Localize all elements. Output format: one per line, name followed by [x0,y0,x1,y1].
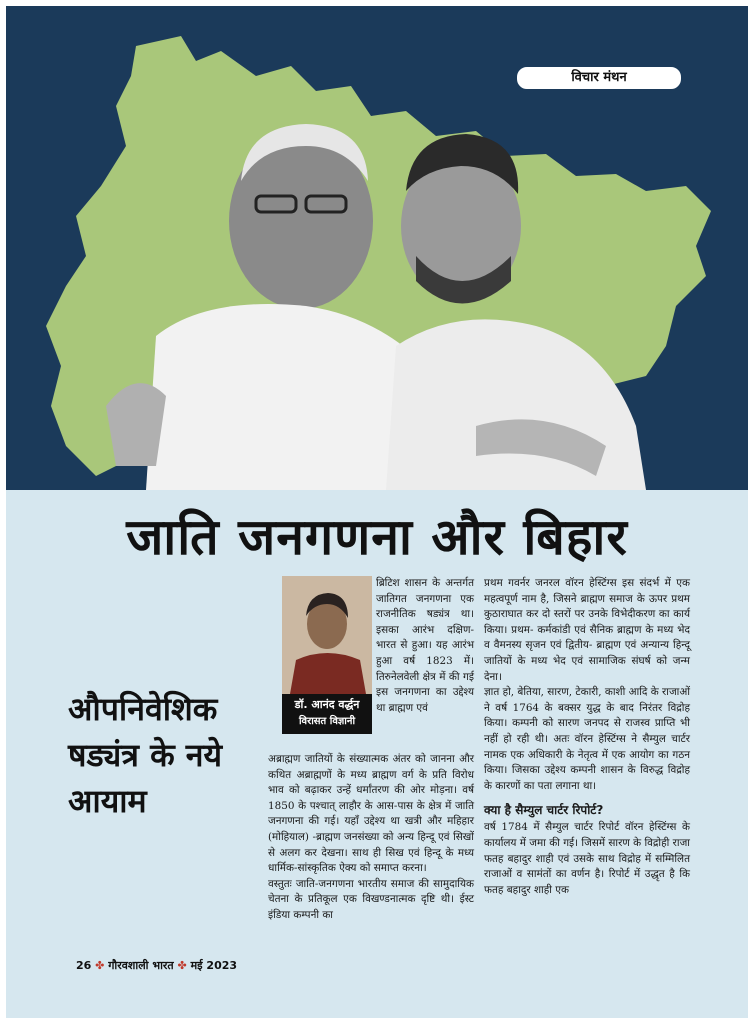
article-paragraph: प्रथम गवर्नर जनरल वॉरन हेस्टिंग्स इस संदर्भ में एक महत्वपूर्ण नाम है, जिसने ब्राह्मण समाज के ऊपर प्रथम कुठाराघात कर दो स्तरों पर उनके विभेदीकरण का कार्य किया। प्रथम- कर्मकांडी एवं सैनिक ब्राह्मण के मध्य भेद व वैमनस्य सृजन एवं द्वितीय- ब्राह्मण एवं अन्यान्य हिन्दू जातियों के मध्य भेद एवं सामाजिक संघर्ष को जन्म देना। [484,577,690,683]
author-byline [282,694,372,734]
section-label: विचार मंथन [516,66,682,90]
issue-date: मई 2023 [190,959,238,972]
magazine-page [6,6,748,1018]
article-subtitle: औपनिवेशिक षड्यंत्र के नये आयाम [68,690,223,820]
article-column-1-bottom [268,752,474,924]
star-icon: ✤ [95,959,105,972]
author-name: डॉ. आनंद वर्द्धन [294,698,360,711]
author-photo [282,576,372,694]
article-column-1-top [376,576,474,716]
article-paragraph: ब्रिटिश शासन के अन्तर्गत जातिगत जनगणना एक राजनीतिक षड्यंत्र था। इसका आरंभ दक्षिण-भारत से हुआ। यह आरंभ हुआ वर्ष 1823 में। तिरुनेलवेली क्षेत्र में की गई इस जनगणना का उद्देश्य था ब्राह्मण एवं [376,577,474,714]
article-paragraph: वर्ष 1784 में सैम्युल चार्टर रिपोर्ट वॉरन हेस्टिंग्स के कार्यालय में जमा की गई। जिसमें सारण के विद्रोही राजा फतह बहादुर शाही एवं उसके साथ विद्रोह में सम्मिलित राजाओं व सामंतों का वर्णन है। रिपोर्ट में उद्धृत है कि फतह बहादुर शाही एक [484,821,690,896]
article-column-2 [484,576,690,898]
article-subheading: क्या है सैम्युल चार्टर रिपोर्ट? [484,803,604,818]
magazine-name: गौरवशाली भारत [108,959,174,972]
star-icon: ✤ [177,959,187,972]
page-title: जाति जनगणना और बिहार [126,508,628,566]
article-paragraph: ज्ञात हो, बेतिया, सारण, टेकारी, काशी आदि के राजाओं ने वर्ष 1764 के बक्सर युद्ध के बाद निरंतर विद्रोह किया। कम्पनी को सारण जनपद से राजस्व प्राप्ति भी नहीं हो रही थी। अतः वॉरन हेस्टिंग्स ने सैम्युल चार्टर नामक एक अधिकारी के नेतृत्व में एक आयोग का गठन किया। जिसका उद्देश्य कम्पनी शासन के विरुद्ध विद्रोह के कारणों का पता लगाना था। [484,686,690,792]
hero-image [6,6,748,490]
page-footer [76,958,237,973]
article-paragraph: वस्तुतः जाति-जनगणना भारतीय समाज की सामुदायिक चेतना के प्रतिकूल एक विखण्डनात्मक दृष्टि थी। ईस्ट इंडिया कम्पनी का [268,877,474,921]
author-designation: विरासत विज्ञानी [298,716,356,727]
article-paragraph: अब्राह्मण जातियों के संख्यात्मक अंतर को जानना और कथित अब्राह्मणों के मध्य ब्राह्मण वर्ग के प्रति विरोध भाव को बढ़ाकर उन्हें धर्मांतरण की ओर मोड़ना। वर्ष 1850 के पश्चात् लाहौर के आस-पास के क्षेत्र में जाति जनगणना की गई। यहाँ उद्देश्य था खत्री और महिहार (मोहियाल) -ब्राह्मण जनसंख्या को अन्य हिन्दू एवं सिखों से अलग कर देखना। साथ ही सिख एवं हिन्दू के मध्य धार्मिक-सांस्कृतिक ऐक्य को समाप्त करना। [268,753,474,875]
page-number: 26 [76,959,92,972]
